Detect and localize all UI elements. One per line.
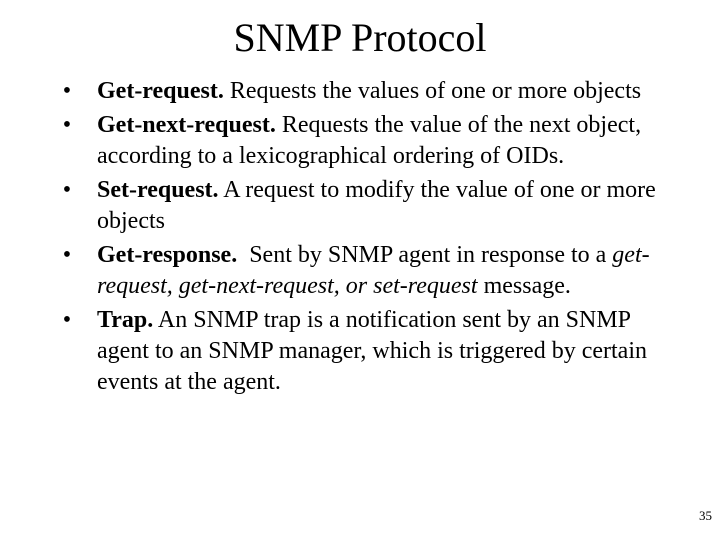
bullet-item-get-response — [57, 240, 677, 302]
bullet-icon: • — [62, 78, 72, 104]
bullet-text: Requests the value of the next object, according to a lexicographical ordering of OIDs. — [97, 112, 642, 169]
bullet-term: Get-request. — [97, 78, 224, 104]
bullet-term: Get-response. — [97, 242, 238, 268]
bullet-icon: • — [62, 177, 72, 203]
bullet-icon: • — [62, 307, 72, 333]
bullet-item-get-request — [57, 76, 677, 107]
slide-title: SNMP Protocol — [233, 15, 487, 60]
bullet-text: Requests the values of one or more objects — [223, 78, 642, 104]
bullet-item-trap — [57, 305, 677, 398]
bullet-text: An SNMP trap is a notification sent by an SNMP agent to an SNMP manager, which is triggered by certain events at the agent. — [97, 307, 647, 395]
bullet-text: Sent by SNMP agent in response to a — [237, 242, 613, 268]
bullet-italic-text: get-request, get-next-request, or set-request — [97, 242, 650, 299]
bullet-text-end: message. — [477, 273, 571, 299]
bullet-term: Set-request. — [97, 177, 219, 203]
bullet-item-set-request — [57, 175, 677, 237]
bullet-term: Trap. — [97, 307, 154, 333]
bullet-icon: • — [62, 112, 72, 138]
bullet-icon: • — [62, 242, 72, 268]
page-number: 35 — [699, 508, 712, 523]
bullet-text: A request to modify the value of one or more objects — [97, 177, 656, 234]
bullet-item-get-next-request — [57, 110, 677, 172]
bullet-term: Get-next-request. — [97, 112, 276, 138]
bullet-list — [57, 76, 677, 401]
